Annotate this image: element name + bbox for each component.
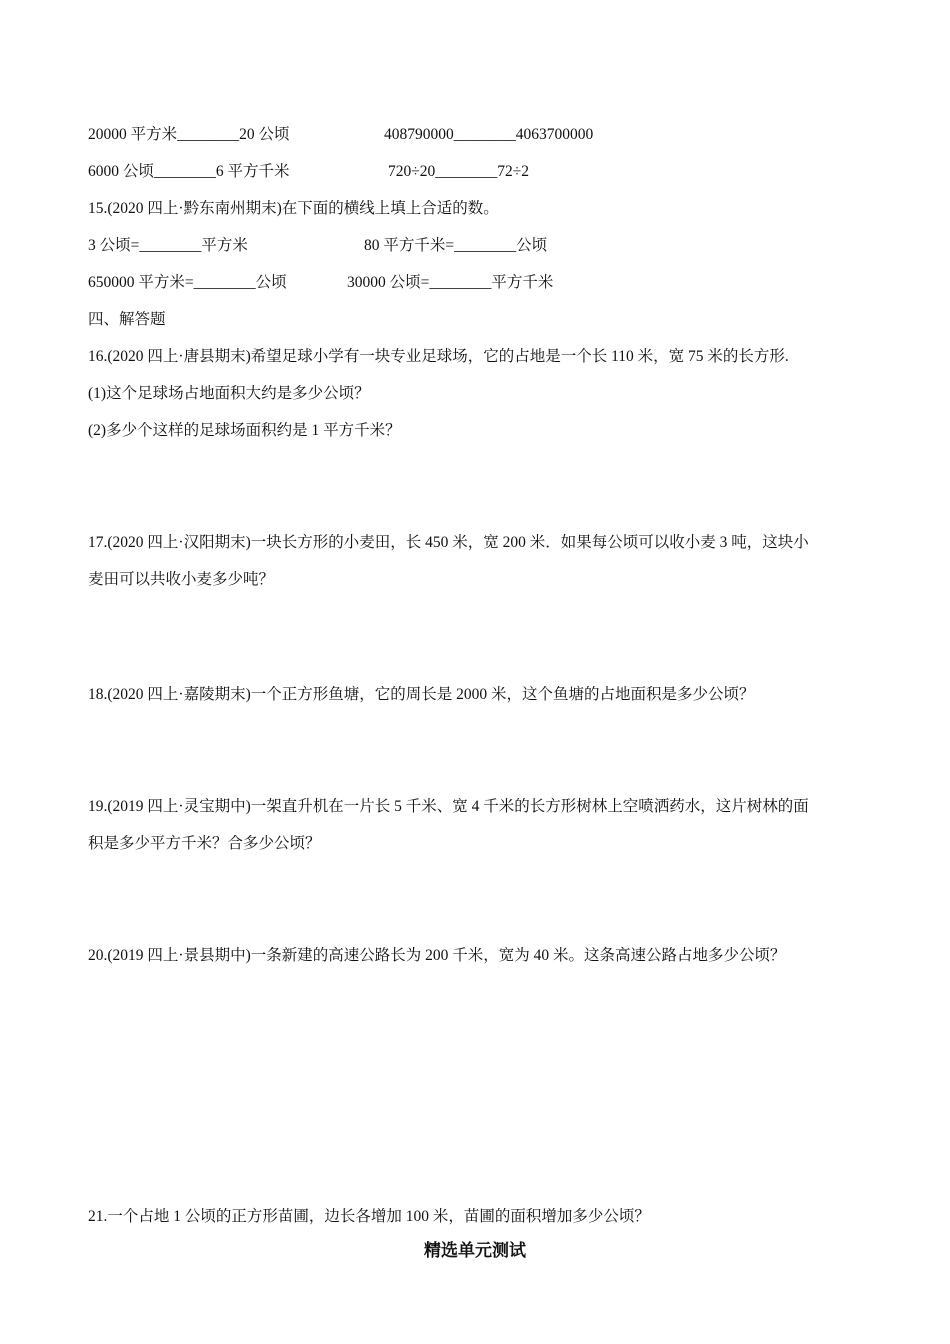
question-15-title: 15.(2020 四上·黔东南州期末)在下面的横线上填上合适的数。 <box>88 200 499 217</box>
page-footer: 精选单元测试 <box>424 1241 526 1261</box>
compare-row-2-right: 720÷20________72÷2 <box>388 163 530 180</box>
question-17-line-1: 17.(2020 四上·汉阳期末)一块长方形的小麦田，长 450 米，宽 200 米．如果每公顷可以收小麦 3 吨，这块小 <box>88 534 809 551</box>
compare-row-1-right: 408790000________4063700000 <box>384 126 594 143</box>
question-16-sub-1: (1)这个足球场占地面积大约是多少公顷？ <box>88 385 370 402</box>
compare-row-2-left: 6000 公顷________6 平方千米 <box>88 163 290 180</box>
question-16-sub-2: (2)多少个这样的足球场面积约是 1 平方千米？ <box>88 422 401 439</box>
question-15-row-2-left: 650000 平方米=________公顷 <box>88 274 287 291</box>
question-17-line-2: 麦田可以共收小麦多少吨？ <box>88 571 275 588</box>
question-19-line-2: 积是多少平方千米？合多少公顷？ <box>88 835 321 852</box>
question-20-line-1: 20.(2019 四上·景县期中)一条新建的高速公路长为 200 千米，宽为 40 米。这条高速公路占地多少公顷？ <box>88 947 786 964</box>
question-19-line-1: 19.(2019 四上·灵宝期中)一架直升机在一片长 5 千米、宽 4 千米的长方形树林上空喷洒药水，这片树林的面 <box>88 798 809 815</box>
question-21-line-1: 21.一个占地 1 公顷的正方形苗圃，边长各增加 100 米，苗圃的面积增加多少公顷？ <box>88 1208 650 1225</box>
question-15-row-1-right: 80 平方千米=________公顷 <box>364 237 548 254</box>
compare-row-1-left: 20000 平方米________20 公顷 <box>88 126 290 143</box>
question-18-line-1: 18.(2020 四上·嘉陵期末)一个正方形鱼塘，它的周长是 2000 米，这个鱼塘的占地面积是多少公顷？ <box>88 686 755 703</box>
question-15-row-2-right: 30000 公顷=________平方千米 <box>347 274 554 291</box>
question-15-row-1-left: 3 公顷=________平方米 <box>88 237 248 254</box>
section-4-heading: 四、解答题 <box>88 311 166 328</box>
question-16-title: 16.(2020 四上·唐县期末)希望足球小学有一块专业足球场，它的占地是一个长 110 米，宽 75 米的长方形. <box>88 348 789 365</box>
